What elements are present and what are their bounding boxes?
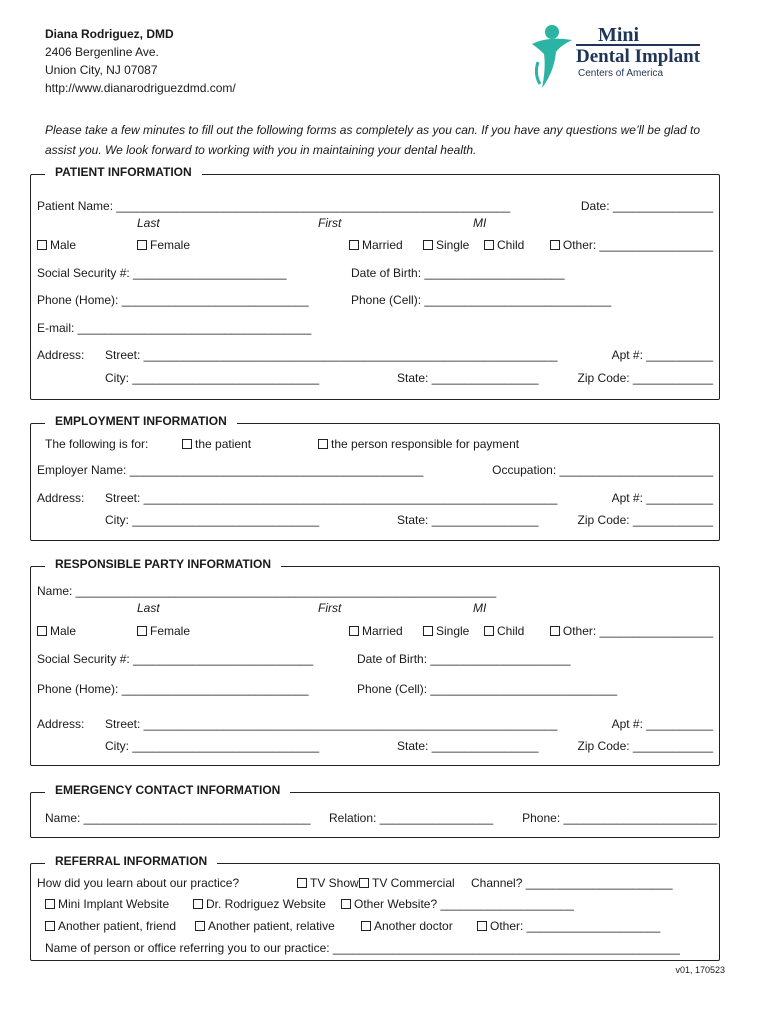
logo-text-centers: Centers of America bbox=[578, 68, 664, 79]
patient-name-field[interactable]: Patient Name: ___________________________________________________________ bbox=[37, 199, 511, 213]
checkbox-icon bbox=[484, 626, 494, 636]
city-field[interactable]: City: ____________________________ bbox=[105, 739, 320, 753]
checkbox-icon bbox=[359, 878, 369, 888]
date-field[interactable]: Date: _______________ bbox=[580, 199, 713, 213]
single-checkbox[interactable]: Single bbox=[423, 238, 469, 252]
checkbox-icon bbox=[45, 921, 55, 931]
checkbox-icon bbox=[550, 626, 560, 636]
version-footer: v01, 170523 bbox=[675, 965, 725, 975]
section-title: EMPLOYMENT INFORMATION bbox=[45, 414, 237, 428]
ssn-field[interactable]: Social Security #: ___________________________ bbox=[37, 652, 314, 666]
checkbox-icon bbox=[137, 240, 147, 250]
zip-field[interactable]: Zip Code: ____________ bbox=[577, 739, 713, 753]
checkbox-icon bbox=[45, 899, 55, 909]
responsible-name-field[interactable]: Name: _______________________________________________________________ bbox=[37, 584, 497, 598]
checkbox-icon bbox=[37, 240, 47, 250]
email-field[interactable]: E-mail: ___________________________________ bbox=[37, 321, 312, 335]
state-field[interactable]: State: ________________ bbox=[397, 739, 539, 753]
address-label: Address: bbox=[37, 348, 85, 362]
phone-home-field[interactable]: Phone (Home): ____________________________ bbox=[37, 293, 309, 307]
employment-info-section bbox=[30, 414, 720, 541]
checkbox-icon bbox=[182, 439, 192, 449]
apt-field[interactable]: Apt #: __________ bbox=[611, 491, 713, 505]
responsible-party-section bbox=[30, 557, 720, 766]
mini-website-checkbox[interactable]: Mini Implant Website bbox=[45, 897, 169, 911]
intro-text: Please take a few minutes to fill out the following forms as completely as you can. If you have any questions we’ll be glad to assist you. We look forward to working with you in maintaining your dental health. bbox=[45, 123, 701, 157]
checkbox-icon bbox=[349, 626, 359, 636]
checkbox-icon bbox=[423, 626, 433, 636]
dob-field[interactable]: Date of Birth: _____________________ bbox=[357, 652, 571, 666]
apt-field[interactable]: Apt #: __________ bbox=[611, 717, 713, 731]
state-field[interactable]: State: ________________ bbox=[397, 371, 539, 385]
checkbox-icon bbox=[193, 899, 203, 909]
occupation-field[interactable]: Occupation: _______________________ bbox=[492, 463, 713, 477]
doctor-name: Diana Rodriguez, DMD bbox=[45, 27, 174, 41]
dr-website-checkbox[interactable]: Dr. Rodriguez Website bbox=[193, 897, 326, 911]
address-label: Address: bbox=[37, 717, 85, 731]
child-checkbox[interactable]: Child bbox=[484, 624, 524, 638]
state-field[interactable]: State: ________________ bbox=[397, 513, 539, 527]
address-label: Address: bbox=[37, 491, 85, 505]
last-label: Last bbox=[137, 601, 160, 615]
other-website-checkbox[interactable]: Other Website? ____________________ bbox=[341, 897, 574, 911]
street-field[interactable]: Street: ______________________________________________________________ bbox=[105, 717, 558, 731]
emergency-contact-section bbox=[30, 783, 720, 838]
checkbox-icon bbox=[484, 240, 494, 250]
city-field[interactable]: City: ____________________________ bbox=[105, 513, 320, 527]
phone-cell-field[interactable]: Phone (Cell): ____________________________ bbox=[357, 682, 618, 696]
street-field[interactable]: Street: ______________________________________________________________ bbox=[105, 491, 558, 505]
apt-field[interactable]: Apt #: __________ bbox=[611, 348, 713, 362]
emergency-phone-field[interactable]: Phone: _______________________ bbox=[522, 811, 717, 825]
section-title: RESPONSIBLE PARTY INFORMATION bbox=[45, 557, 281, 571]
following-for-label: The following is for: bbox=[45, 437, 149, 451]
married-checkbox[interactable]: Married bbox=[349, 238, 403, 252]
checkbox-icon bbox=[361, 921, 371, 931]
responsible-payment-checkbox[interactable]: the person responsible for payment bbox=[318, 437, 519, 451]
zip-field[interactable]: Zip Code: ____________ bbox=[577, 513, 713, 527]
employer-name-field[interactable]: Employer Name: ____________________________________________ bbox=[37, 463, 424, 477]
tv-show-checkbox[interactable]: TV Show bbox=[297, 876, 359, 890]
section-title: EMERGENCY CONTACT INFORMATION bbox=[45, 783, 290, 797]
ssn-field[interactable]: Social Security #: _______________________ bbox=[37, 266, 287, 280]
checkbox-icon bbox=[37, 626, 47, 636]
dob-field[interactable]: Date of Birth: _____________________ bbox=[351, 266, 565, 280]
first-label: First bbox=[318, 216, 342, 230]
checkbox-icon bbox=[297, 878, 307, 888]
logo-text-dental: Dental Implant bbox=[576, 46, 701, 67]
another-doctor-checkbox[interactable]: Another doctor bbox=[361, 919, 453, 933]
patient-info-section bbox=[30, 165, 720, 400]
last-label: Last bbox=[137, 216, 160, 230]
checkbox-icon bbox=[550, 240, 560, 250]
street-address: 2406 Bergenline Ave. bbox=[45, 45, 159, 59]
practice-address-block bbox=[45, 25, 236, 97]
child-checkbox[interactable]: Child bbox=[484, 238, 524, 252]
mini-dental-implant-logo bbox=[528, 22, 718, 94]
referral-question-label: How did you learn about our practice? bbox=[37, 876, 240, 890]
another-patient-friend-checkbox[interactable]: Another patient, friend bbox=[45, 919, 176, 933]
checkbox-icon bbox=[423, 240, 433, 250]
male-checkbox[interactable]: Male bbox=[37, 624, 76, 638]
tooth-figure-icon bbox=[528, 22, 578, 92]
checkbox-icon bbox=[195, 921, 205, 931]
referrer-name-field[interactable]: Name of person or office referring you to our practice: ____________________________________________________ bbox=[45, 941, 680, 955]
channel-field[interactable]: Channel? ______________________ bbox=[471, 876, 673, 890]
street-field[interactable]: Street: ______________________________________________________________ bbox=[105, 348, 558, 362]
relation-field[interactable]: Relation: _________________ bbox=[329, 811, 494, 825]
checkbox-icon bbox=[318, 439, 328, 449]
phone-cell-field[interactable]: Phone (Cell): ____________________________ bbox=[351, 293, 612, 307]
checkbox-icon bbox=[341, 899, 351, 909]
male-checkbox[interactable]: Male bbox=[37, 238, 76, 252]
phone-home-field[interactable]: Phone (Home): ____________________________ bbox=[37, 682, 309, 696]
tv-commercial-checkbox[interactable]: TV Commercial bbox=[359, 876, 455, 890]
checkbox-icon bbox=[349, 240, 359, 250]
section-title: PATIENT INFORMATION bbox=[45, 165, 202, 179]
referral-info-section bbox=[30, 854, 720, 961]
checkbox-icon bbox=[137, 626, 147, 636]
the-patient-checkbox[interactable]: the patient bbox=[182, 437, 251, 451]
female-checkbox[interactable]: Female bbox=[137, 238, 190, 252]
mi-label: MI bbox=[473, 601, 487, 615]
married-checkbox[interactable]: Married bbox=[349, 624, 403, 638]
website-link[interactable]: http://www.dianarodriguezdmd.com/ bbox=[45, 81, 236, 95]
other-marital-checkbox[interactable]: Other: _________________ bbox=[550, 238, 713, 252]
first-label: First bbox=[318, 601, 342, 615]
logo-text-mini: Mini bbox=[598, 24, 640, 46]
mi-label: MI bbox=[473, 216, 487, 230]
city-state-zip: Union City, NJ 07087 bbox=[45, 63, 158, 77]
city-field[interactable]: City: ____________________________ bbox=[105, 371, 320, 385]
checkbox-icon bbox=[477, 921, 487, 931]
other-referral-checkbox[interactable]: Other: ____________________ bbox=[477, 919, 660, 933]
zip-field[interactable]: Zip Code: ____________ bbox=[577, 371, 713, 385]
other-marital-checkbox[interactable]: Other: _________________ bbox=[550, 624, 713, 638]
another-patient-relative-checkbox[interactable]: Another patient, relative bbox=[195, 919, 335, 933]
female-checkbox[interactable]: Female bbox=[137, 624, 190, 638]
emergency-name-field[interactable]: Name: __________________________________ bbox=[45, 811, 311, 825]
single-checkbox[interactable]: Single bbox=[423, 624, 469, 638]
section-title: REFERRAL INFORMATION bbox=[45, 854, 217, 868]
